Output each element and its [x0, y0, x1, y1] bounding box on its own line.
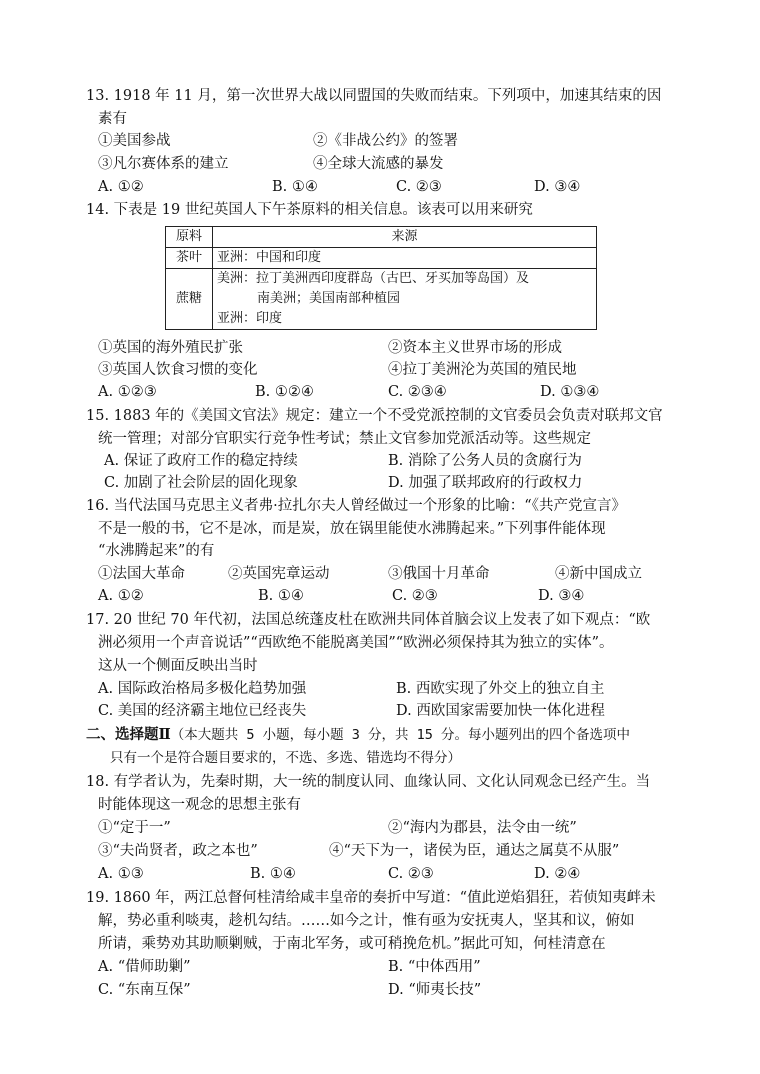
q15-stem-line-2: 统一管理；对部分官职实行竞争性考试；禁止文官参加党派活动等。这些规定	[98, 431, 591, 447]
q18-option-c: C. ②③	[388, 866, 434, 882]
q16-option-d: D. ③④	[538, 588, 585, 604]
sugar-source-line-2: 南美洲；美国南部种植园	[257, 291, 401, 306]
q17-stem-line-2: 洲必须用一个声音说话”“西欧绝不能脱离美国”“欧洲必须保持其为独立的实体”。	[98, 635, 614, 651]
q17-stem-line-3: 这从一个侧面反映出当时	[98, 658, 258, 674]
q18-item-2: ②“海内为郡县，法令由一统”	[388, 820, 577, 836]
q16-stem-line-2: 不是一般的书，它不是冰，而是炭，放在锅里能使水沸腾起来。”下列事件能体现	[98, 521, 606, 537]
q14-source-table	[165, 226, 597, 330]
q17-option-a: A. 国际政治格局多极化趋势加强	[98, 681, 307, 697]
table-header-material: 原料	[166, 227, 213, 248]
q16-item-1: ①法国大革命	[98, 566, 185, 582]
q18-item-1: ①“定于一”	[98, 820, 171, 836]
table-row	[166, 269, 597, 330]
table-row	[166, 248, 597, 269]
table-cell-tea-source: 亚洲：中国和印度	[213, 248, 597, 269]
q14-option-a: A. ①②③	[98, 384, 157, 400]
q18-option-a: A. ①③	[98, 866, 144, 882]
q13-option-a: A. ①②	[98, 179, 144, 195]
sugar-source-line-1: 美洲：拉丁美洲西印度群岛（古巴、牙买加等岛国）及	[217, 271, 530, 286]
q16-item-3: ③俄国十月革命	[388, 566, 490, 582]
q17-option-d: D. 西欧国家需要加快一体化进程	[396, 703, 605, 719]
table-header-row	[166, 227, 597, 248]
q19-option-b: B. “中体西用”	[388, 959, 481, 975]
q18-stem-line-1: 18. 有学者认为，先秦时期，大一统的制度认同、血缘认同、文化认同观念已经产生。当	[86, 774, 651, 790]
q13-item-4: ④全球大流感的暴发	[313, 156, 444, 172]
q15-option-d: D. 加强了联邦政府的行政权力	[388, 475, 583, 491]
q17-option-c: C. 美国的经济霸主地位已经丧失	[98, 703, 307, 719]
section-2-title: 二、选择题Ⅱ	[86, 726, 171, 743]
q19-stem-line-1: 19. 1860 年，两江总督何桂清给咸丰皇帝的奏折中写道：“值此逆焰猖狂，若侦知夷衅未	[86, 890, 656, 906]
section-2-heading-line	[86, 725, 630, 745]
q18-item-3: ③“夫尚贤者，政之本也”	[98, 843, 258, 859]
q15-option-a: A. 保证了政府工作的稳定持续	[104, 453, 298, 469]
q16-item-4: ④新中国成立	[555, 566, 642, 582]
q13-item-1: ①美国参战	[98, 133, 171, 149]
q14-item-2: ②资本主义世界市场的形成	[388, 340, 562, 356]
table-cell-tea: 茶叶	[166, 248, 213, 269]
q14-stem: 14. 下表是 19 世纪英国人下午茶原料的相关信息。该表可以用来研究	[86, 202, 533, 218]
section-2-note-1: （本大题共 5 小题，每小题 3 分，共 15 分。每小题列出的四个备选项中	[170, 727, 631, 743]
table-cell-sugar: 蔗糖	[166, 269, 213, 330]
q19-option-d: D. “师夷长技”	[388, 982, 482, 998]
q13-item-2: ②《非战公约》的签署	[313, 133, 458, 149]
q14-item-4: ④拉丁美洲沦为英国的殖民地	[388, 362, 577, 378]
table-cell-sugar-source	[213, 269, 597, 330]
q13-item-3: ③凡尔赛体系的建立	[98, 156, 229, 172]
q18-option-b: B. ①④	[250, 866, 296, 882]
q17-option-b: B. 西欧实现了外交上的独立自主	[396, 681, 605, 697]
q19-option-c: C. “东南互保”	[98, 982, 191, 998]
q13-stem-line-1: 13. 1918 年 11 月，第一次世界大战以同盟国的失败而结束。下列项中，加速其结束的因	[86, 88, 662, 104]
q18-item-4: ④“天下为一，诸侯为臣，通达之属莫不从服”	[329, 843, 620, 859]
q16-item-2: ②英国宪章运动	[228, 566, 330, 582]
table-header-source: 来源	[213, 227, 597, 248]
q19-stem-line-2: 解，势必重利啖夷，趁机勾结。……如今之计，惟有亟为安抚夷人，坚其和议，俯如	[98, 913, 635, 929]
q19-stem-line-3: 所请，乘势劝其助顺剿贼，于南北军务，或可稍挽危机。”据此可知，何桂清意在	[98, 936, 606, 952]
q13-option-c: C. ②③	[396, 179, 442, 195]
q16-option-a: A. ①②	[98, 588, 144, 604]
sugar-source-line-3: 亚洲：印度	[217, 311, 283, 326]
q15-option-b: B. 消除了公务人员的贪腐行为	[388, 453, 582, 469]
q13-option-d: D. ③④	[534, 179, 581, 195]
q14-option-d: D. ①③④	[540, 384, 600, 400]
q16-option-c: C. ②③	[392, 588, 438, 604]
q18-stem-line-2: 时能体现这一观念的思想主张有	[98, 797, 301, 813]
q19-option-a: A. “借师助剿”	[98, 959, 191, 975]
q14-item-3: ③英国人饮食习惯的变化	[98, 362, 258, 378]
q15-stem-line-1: 15. 1883 年的《美国文官法》规定：建立一个不受党派控制的文官委员会负责对联邦文官	[86, 408, 663, 424]
q13-stem-line-2: 素有	[98, 111, 127, 127]
q16-option-b: B. ①④	[258, 588, 304, 604]
q14-item-1: ①英国的海外殖民扩张	[98, 340, 243, 356]
q14-option-c: C. ②③④	[388, 384, 447, 400]
q16-stem-line-1: 16. 当代法国马克思主义者弗·拉扎尔夫人曾经做过一个形象的比喻：“《共产党宣言》	[86, 498, 626, 514]
q17-stem-line-1: 17. 20 世纪 70 年代初，法国总统蓬皮杜在欧洲共同体首脑会议上发表了如下观点：“欧	[86, 612, 651, 628]
q16-stem-line-3: “水沸腾起来”的有	[98, 543, 215, 559]
q18-option-d: D. ②④	[534, 866, 581, 882]
q14-option-b: B. ①②④	[255, 384, 314, 400]
q15-option-c: C. 加剧了社会阶层的固化现象	[104, 475, 298, 491]
q13-option-b: B. ①④	[272, 179, 318, 195]
section-2-note-2: 只有一个是符合题目要求的，不选、多选、错选均不得分）	[110, 750, 461, 766]
